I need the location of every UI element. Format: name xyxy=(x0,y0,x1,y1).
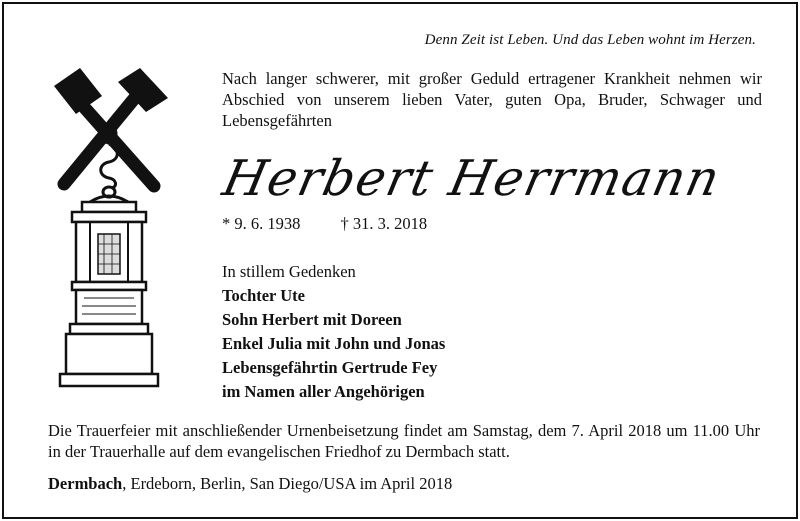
deceased-name: Herbert Herrmann xyxy=(218,150,726,207)
mourners-block xyxy=(222,260,445,404)
mourner-line: im Namen aller Angehörigen xyxy=(222,382,425,401)
place-and-date xyxy=(48,474,452,494)
mourner-line: Lebensgefährtin Gertrude Fey xyxy=(222,358,438,377)
place-rest: , Erdeborn, Berlin, San Diego/USA im April 2018 xyxy=(122,474,453,493)
birth-date: * 9. 6. 1938 xyxy=(222,214,301,233)
miners-emblem-icon xyxy=(46,68,172,398)
death-date: † 31. 3. 2018 xyxy=(340,214,428,233)
mourning-heading: In stillem Gedenken xyxy=(222,262,356,281)
miners-lamp-icon xyxy=(60,196,158,386)
ceremony-details: Die Trauerfeier mit anschließender Urnenbeisetzung findet am Samstag, dem 7. April 2018 um 11.00 Uhr in der Trauerhalle auf dem evangelischen Friedhof zu Dermbach statt. xyxy=(48,421,760,461)
mourner-line: Sohn Herbert mit Doreen xyxy=(222,310,402,329)
place-town: Dermbach xyxy=(48,474,123,493)
mourner-line: Tochter Ute xyxy=(222,286,305,305)
intro-text: Nach langer schwerer, mit großer Geduld ertragener Krankheit nehmen wir Abschied von unserem lieben Vater, guten Opa, Bruder, Schwager und Lebensgefährten xyxy=(222,69,762,130)
life-dates xyxy=(222,214,427,234)
obituary-notice xyxy=(2,2,798,519)
mourner-line: Enkel Julia mit John und Jonas xyxy=(222,334,446,353)
motto-quote: Denn Zeit ist Leben. Und das Leben wohnt im Herzen. xyxy=(424,32,756,48)
